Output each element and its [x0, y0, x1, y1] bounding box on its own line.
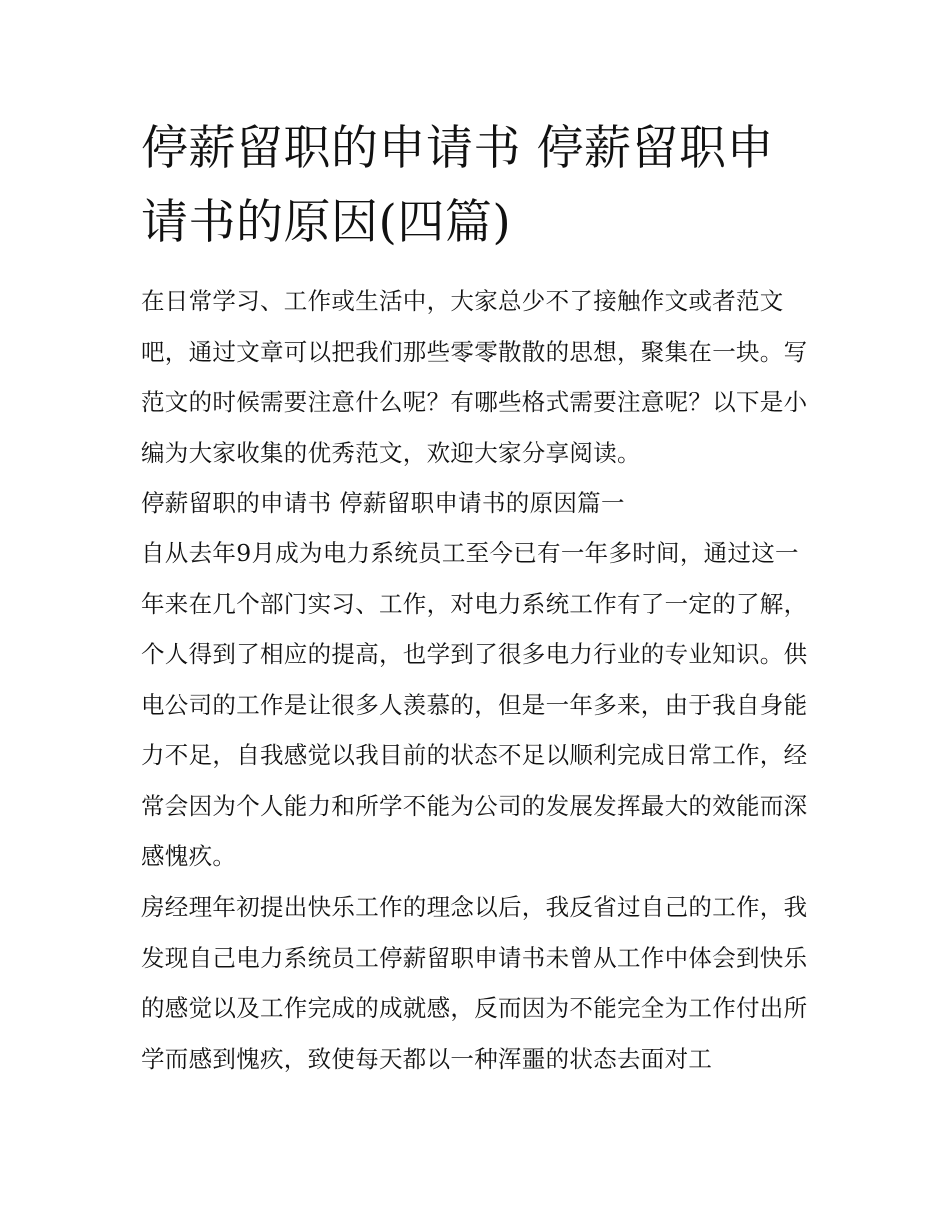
- body-paragraph-2: 房经理年初提出快乐工作的理念以后，我反省过自己的工作，我发现自己电力系统员工停薪留职申请书未曾从工作中体会到快乐的感觉以及工作完成的成就感，反而因为不能完全为工作付出所学而感到愧疚，致使每天都以一种浑噩的状态去面对工: [141, 893, 808, 1073]
- body-paragraph-1: 自从去年9月成为电力系统员工至今已有一年多时间，通过这一年来在几个部门实习、工作，对电力系统工作有了一定的了解，个人得到了相应的提高，也学到了很多电力行业的专业知识。供电公司的工作是让很多人羡慕的，但是一年多来，由于我自身能力不足，自我感觉以我目前的状态不足以顺利完成日常工作，经常会因为个人能力和所学不能为公司的发展发挥最大的效能而深感愧疚。: [141, 539, 808, 870]
- document-title: 停薪留职的申请书 停薪留职申请书的原因(四篇): [141, 121, 774, 250]
- section-heading: 停薪留职的申请书 停薪留职申请书的原因篇一: [141, 489, 625, 517]
- intro-paragraph: 在日常学习、工作或生活中，大家总少不了接触作文或者范文吧，通过文章可以把我们那些零零散散的思想，聚集在一块。写范文的时候需要注意什么呢？有哪些格式需要注意呢？以下是小编为大家收集的优秀范文，欢迎大家分享阅读。: [141, 287, 808, 467]
